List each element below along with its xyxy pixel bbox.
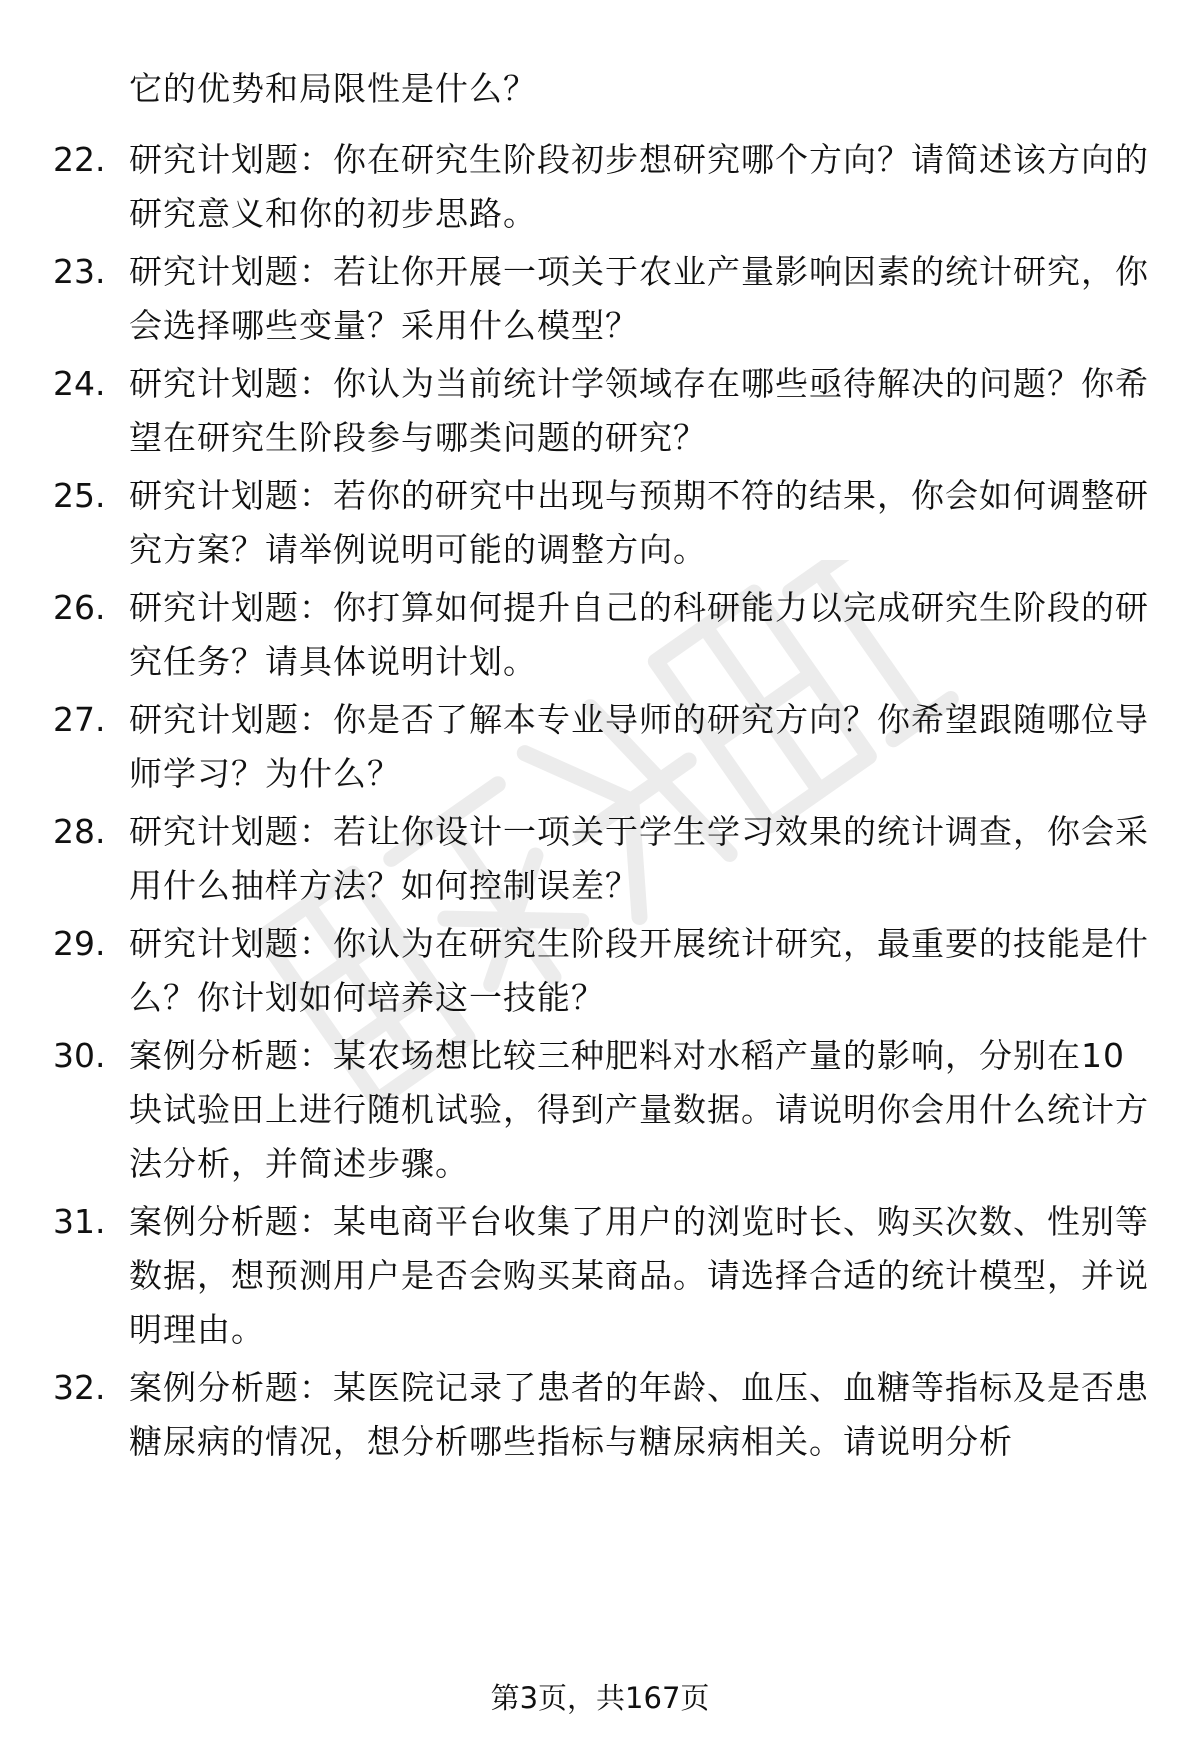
- question-number: 31.: [53, 1202, 106, 1241]
- question-text: 研究计划题：你在研究生阶段初步想研究哪个方向？请简述该方向的研究意义和你的初步思路。: [129, 140, 1149, 233]
- question-text: 研究计划题：若让你设计一项关于学生学习效果的统计调查，你会采用什么抽样方法？如何控制误差？: [129, 812, 1149, 905]
- question-number: 30.: [53, 1036, 106, 1075]
- question-number: 25.: [53, 476, 106, 515]
- question-number: 27.: [53, 700, 106, 739]
- question-number: 24.: [53, 364, 106, 403]
- question-text: 研究计划题：你打算如何提升自己的科研能力以完成研究生阶段的研究任务？请具体说明计划。: [129, 588, 1149, 681]
- page-footer: 第3页，共167页: [490, 1681, 710, 1715]
- question-number: 26.: [53, 588, 106, 627]
- question-text: 研究计划题：你认为在研究生阶段开展统计研究，最重要的技能是什么？你计划如何培养这一技能？: [129, 924, 1149, 1017]
- question-number: 32.: [53, 1368, 106, 1407]
- question-text: 研究计划题：若你的研究中出现与预期不符的结果，你会如何调整研究方案？请举例说明可能的调整方向。: [129, 476, 1149, 569]
- question-text: 研究计划题：你认为当前统计学领域存在哪些亟待解决的问题？你希望在研究生阶段参与哪类问题的研究？: [129, 364, 1149, 457]
- question-number: 22.: [53, 140, 106, 179]
- question-number: 23.: [53, 252, 106, 291]
- question-text: 研究计划题：若让你开展一项关于农业产量影响因素的统计研究，你会选择哪些变量？采用什么模型？: [129, 252, 1149, 345]
- question-number: 29.: [53, 924, 106, 963]
- question-text: 案例分析题：某农场想比较三种肥料对水稻产量的影响，分别在10块试验田上进行随机试验，得到产量数据。请说明你会用什么统计方法分析，并简述步骤。: [129, 1036, 1149, 1183]
- question-text: 案例分析题：某电商平台收集了用户的浏览时长、购买次数、性别等数据，想预测用户是否会购买某商品。请选择合适的统计模型，并说明理由。: [129, 1202, 1149, 1349]
- question-number: 28.: [53, 812, 106, 851]
- question-text: 案例分析题：某医院记录了患者的年龄、血压、血糖等指标及是否患糖尿病的情况，想分析哪些指标与糖尿病相关。请说明分析: [129, 1368, 1149, 1461]
- question-text: 研究计划题：你是否了解本专业导师的研究方向？你希望跟随哪位导师学习？为什么？: [129, 700, 1149, 793]
- continued-question-text: 它的优势和局限性是什么？: [129, 69, 537, 108]
